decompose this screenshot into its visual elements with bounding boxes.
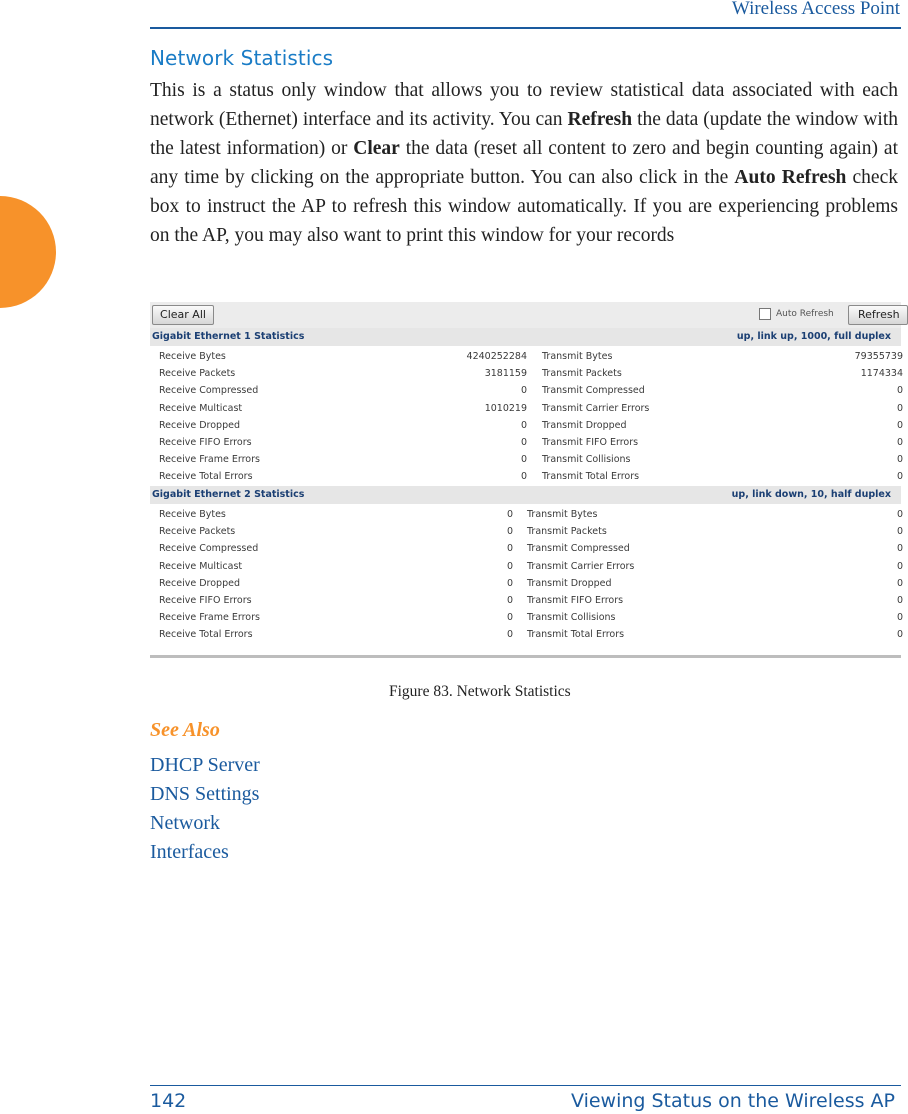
- rx-label: Receive Packets: [159, 526, 236, 538]
- tx-value: 0: [896, 629, 903, 641]
- tx-label: Transmit Packets: [527, 526, 607, 538]
- body-text-part-4: check box to instruct the AP to refresh this window automatically. If you are experiencing problems on the AP, you may also want to print this window for your records: [150, 167, 898, 246]
- rx-value: 0: [506, 509, 513, 520]
- rx-label: Receive Total Errors: [159, 629, 253, 641]
- stat-row: [150, 400, 901, 417]
- stat-row: [150, 365, 901, 382]
- stat-row: [150, 348, 901, 365]
- stat-row: [150, 382, 901, 399]
- rx-value: 3181159: [484, 368, 527, 380]
- tx-label: Transmit Collisions: [527, 612, 616, 624]
- running-header-title: Wireless Access Point: [731, 0, 900, 19]
- link-network[interactable]: Network: [150, 812, 220, 834]
- rx-label: Receive Bytes: [159, 509, 226, 520]
- stat-row: [150, 540, 901, 557]
- rx-value: 4240252284: [466, 351, 527, 362]
- rx-value: 0: [506, 577, 513, 589]
- stat-row: [150, 417, 901, 434]
- stat-row: [150, 626, 901, 643]
- rx-value: 0: [506, 629, 513, 641]
- group-header-ethernet-1: [150, 328, 901, 346]
- see-also-heading: See Also: [150, 719, 220, 741]
- body-text-part-2: the data (update the window with the latest information) or: [150, 109, 898, 159]
- tx-label: Transmit FIFO Errors: [527, 595, 624, 606]
- stat-row: [150, 558, 901, 575]
- rx-value: 0: [506, 543, 513, 555]
- header-rule: [150, 27, 901, 29]
- page-number: 142: [150, 1090, 187, 1112]
- figure-caption: Figure 83. Network Statistics: [389, 683, 571, 700]
- stat-row: [150, 609, 901, 626]
- tx-value: 0: [896, 560, 903, 572]
- auto-refresh-label: Auto Refresh: [776, 309, 834, 319]
- rx-label: Receive Multicast: [159, 560, 243, 572]
- statistics-toolbar: [150, 302, 901, 328]
- rx-label: Receive Dropped: [159, 577, 240, 589]
- footer-rule: [150, 1085, 901, 1086]
- section-body: [150, 76, 898, 250]
- rx-value: 0: [506, 560, 513, 572]
- rx-label: Receive Bytes: [159, 351, 226, 362]
- tx-label: Transmit Carrier Errors: [527, 560, 635, 572]
- tx-label: Transmit Carrier Errors: [542, 402, 650, 414]
- stat-row: [150, 592, 901, 609]
- rx-value: 0: [520, 454, 527, 466]
- rx-label: Receive FIFO Errors: [159, 437, 252, 448]
- auto-refresh-checkbox[interactable]: [759, 308, 771, 320]
- rx-value: 0: [520, 471, 527, 483]
- tx-value: 0: [896, 595, 903, 606]
- rx-label: Receive Packets: [159, 368, 236, 380]
- auto-refresh-control[interactable]: [759, 308, 834, 320]
- body-term-auto-refresh: Auto Refresh: [734, 167, 847, 188]
- tx-label: Transmit Total Errors: [527, 629, 625, 641]
- rx-label: Receive Frame Errors: [159, 454, 260, 466]
- network-statistics-screenshot: [150, 302, 901, 658]
- link-interfaces[interactable]: Interfaces: [150, 841, 229, 863]
- stat-row: [150, 575, 901, 592]
- tx-value: 0: [896, 419, 903, 431]
- footer-title: Viewing Status on the Wireless AP: [570, 1090, 895, 1112]
- tx-value: 0: [896, 471, 903, 483]
- rx-value: 0: [520, 437, 527, 448]
- tx-value: 79355739: [854, 351, 903, 362]
- body-text-part-1: This is a status only window that allows you to review statistical data associated with each network (Ethernet) interface and its activity. You can: [150, 80, 898, 130]
- chapter-tab-marker: [0, 196, 56, 308]
- group-header-ethernet-2: [150, 486, 901, 504]
- tx-value: 0: [896, 402, 903, 414]
- rx-label: Receive Compressed: [159, 543, 259, 555]
- tx-label: Transmit Total Errors: [542, 471, 640, 483]
- tx-label: Transmit Bytes: [542, 351, 613, 362]
- tx-value: 0: [896, 543, 903, 555]
- stat-row: [150, 451, 901, 468]
- tx-label: Transmit Bytes: [527, 509, 598, 520]
- tx-label: Transmit Packets: [542, 368, 622, 380]
- tx-value: 0: [896, 612, 903, 624]
- rx-value: 0: [520, 385, 527, 397]
- stat-row: [150, 434, 901, 451]
- body-text-part-3: the data (reset all content to zero and begin counting again) at any time by clicking on the appropriate button. You can also click in the: [150, 138, 898, 188]
- rx-value: 1010219: [484, 402, 527, 414]
- tx-value: 0: [896, 577, 903, 589]
- rx-label: Receive Total Errors: [159, 471, 253, 483]
- rx-label: Receive Frame Errors: [159, 612, 260, 624]
- link-dns-settings[interactable]: DNS Settings: [150, 783, 260, 805]
- tx-value: 0: [896, 509, 903, 520]
- tx-value: 0: [896, 437, 903, 448]
- group-title: Gigabit Ethernet 2 Statistics: [152, 489, 305, 500]
- tx-value: 1174334: [860, 368, 903, 380]
- tx-label: Transmit Compressed: [542, 385, 645, 397]
- rx-label: Receive Dropped: [159, 419, 240, 431]
- group-status: up, link down, 10, half duplex: [731, 489, 891, 500]
- stat-row: [150, 468, 901, 485]
- tx-value: 0: [896, 385, 903, 397]
- refresh-button[interactable]: Refresh: [848, 305, 908, 325]
- rx-value: 0: [506, 526, 513, 538]
- body-term-refresh: Refresh: [567, 109, 633, 130]
- stat-row: [150, 523, 901, 540]
- tx-label: Transmit Collisions: [542, 454, 631, 466]
- rx-label: Receive Compressed: [159, 385, 259, 397]
- group-title: Gigabit Ethernet 1 Statistics: [152, 331, 305, 342]
- rx-value: 0: [520, 419, 527, 431]
- see-also-links: [150, 751, 260, 867]
- tx-value: 0: [896, 526, 903, 538]
- stat-row: [150, 506, 901, 523]
- rx-label: Receive FIFO Errors: [159, 595, 252, 606]
- tx-label: Transmit Dropped: [542, 419, 627, 431]
- tx-value: 0: [896, 454, 903, 466]
- rx-value: 0: [506, 612, 513, 624]
- tx-label: Transmit FIFO Errors: [542, 437, 639, 448]
- clear-all-button[interactable]: Clear All: [152, 305, 214, 325]
- section-title: Network Statistics: [150, 46, 334, 70]
- tx-label: Transmit Compressed: [527, 543, 630, 555]
- rx-label: Receive Multicast: [159, 402, 243, 414]
- link-dhcp-server[interactable]: DHCP Server: [150, 754, 260, 776]
- body-term-clear: Clear: [353, 138, 400, 159]
- tx-label: Transmit Dropped: [527, 577, 612, 589]
- rx-value: 0: [506, 595, 513, 606]
- group-status: up, link up, 1000, full duplex: [736, 331, 891, 342]
